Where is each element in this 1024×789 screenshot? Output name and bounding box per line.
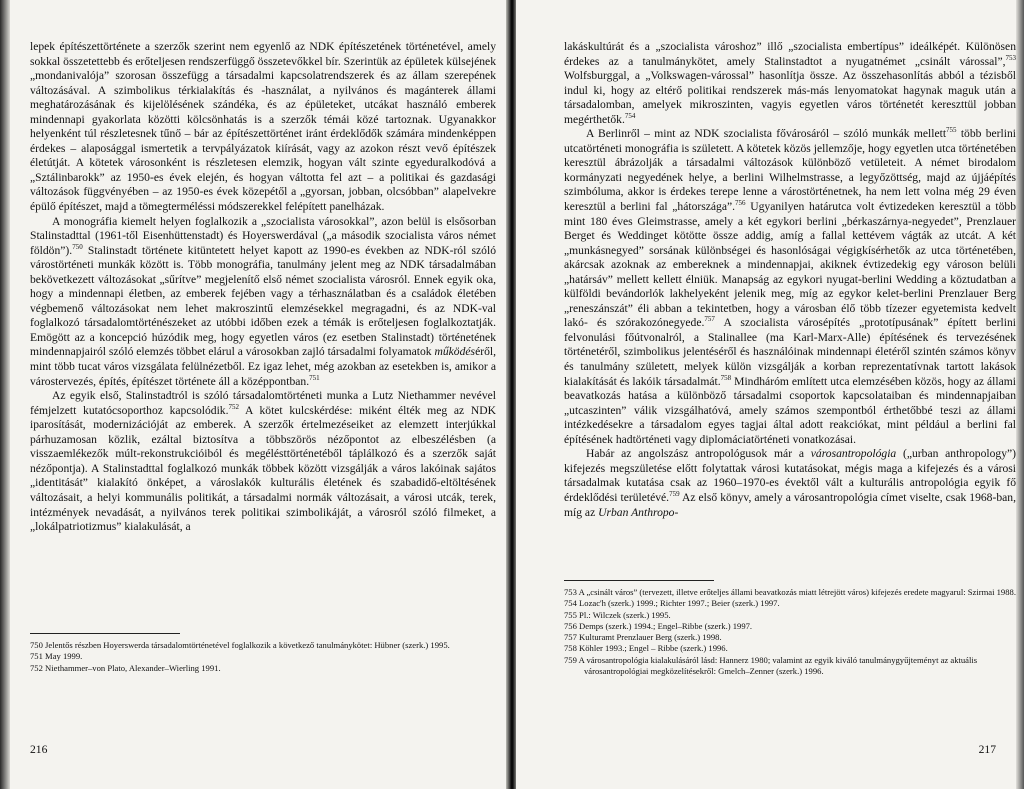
left-page-edge — [0, 0, 10, 789]
right-page-edge — [1016, 0, 1024, 789]
footnote-753: 753 A „csinált város” (tervezett, illetve erőteljes állami beavatkozás miatt létrejött város) kifejezés eredete magyarul: Szirmai 1988. — [564, 587, 1016, 597]
footnote-756: 756 Demps (szerk.) 1994.; Engel–Ribbe (szerk.) 1997. — [564, 620, 753, 631]
right-paragraph-1: lakáskultúrát és a „szocialista városhoz” illő „szocialista embertípus” ideálképét. Különösen érdekes az a tanulmánykötet, amely Stalinstadtot a nyugatnémet „csinált várossal”,$^{753}$ Wolfsburggal, a „Volkswagen-várossal” hasonlítja össze. Az összehasonlítás abból a tézisből indul ki, hogy az eltérő politikai rendszerek más-más lenyomatokat hagynak maguk után a társadalomban, amelyek mikroszinten, vagyis egyetlen város történetét kereszttül jobban megérthetők.$^{754}$ — [564, 40, 1016, 126]
footnote-754: 754 Lozac'h (szerk.) 1999.; Richter 1997.; Beier (szerk.) 1997. — [564, 598, 780, 609]
left-paragraph-1: lepek építészettörténete a szerzők szerint nem egyenlő az NDK építészetének történetével, amely sokkal összetettebb és erőteljesen rendszerfüggő összetevőkkel bír. Szerintük az épületek külsejének „mondanivalója” szorosan összefügg a társadalmi kapcsolatrendszerek és az állam szerepének változásával. A szimbolikus térkialakítás és -használat, a nyilvános és magánterek állami meghatározásának és kijelölésének szándéka, és az épületeket, utcákat használó emberek mindennapi gyakorlata közötti kölcsönhatás is a szerzők témái közé tartoznak. Ugyanakkor helyenként túl részletesnek tűnő – bár az építészettörténet iránt érdeklődők számára mindenképpen érdekes – alaposággal ismertetik a tervpályázatok kiírását, vagy az azokon részt vevő építészek életútját. A kötetek városonként is részletesen elemzik, hogyan vált szinte egyeduralkodóvá a „Sztálinbarokk” az 1950-es évek elején, és hogyan váltotta fel azt – a politikai és gazdasági változások függvényében – az 1950-es évek közepétől a „gyorsan, jobban, olcsóbban” alapelvekre épülő építészet, majd a tömegterméléssi módszerekkel felépített panelházak. — [30, 40, 496, 214]
footnote-755: 755 Pl.: Wilczek (szerk.) 1995. — [564, 609, 671, 620]
right-body-text — [564, 40, 1016, 520]
left-page — [0, 0, 508, 789]
left-paragraph-3: Az egyik első, Stalinstadtról is szóló társadalomtörténeti munka a Lutz Niethammer nevével fémjelzett kutatócsoporthoz kapcsolódik.$^{752}$ A kötet kulcskérdése: miként élték meg az NDK iparosítását, modernizációját az emberek. A szerzők értelmezéseiket az elemzett interjúkkal párhuzamosan közlik, ezáltal biztosítva a többszörös nézőpontot az elbeszélésben (a visszaemlékezők múlt-rekonstrukcióiból és megélésttörténetéből táplálkozó és a szerzők saját nézőpontja). A Stalinstadttal foglalkozó munkák többek között vizsgálják a város lakóinak sajátos „identitását” kialakító önképet, a városlakók kulturális életének és szabadidő-eltöltésének változásait, a helyi kommunális politikát, a társadalmi normák változásait, a városi utcák, terek, intézmények nevadását, a nyilvános terek politikai szimbolikáját, a városról szóló filmeket, a „lokálpatriotizmus” kialakulását, a — [30, 389, 496, 534]
right-footnote-rule — [564, 580, 714, 581]
footnote-759: 759 A városantropológia kialakulásáról lásd: Hannerz 1980; valamint az egyik kiváló tanulmánygyűjteményt az aktuális városantropológiai megközelítésekről: Gmelch–Zenner (szerk.) 1996. — [564, 654, 978, 677]
left-body-text — [30, 40, 496, 535]
footnote-758: 758 Köhler 1993.; Engel – Ribbe (szerk.) 1996. — [564, 643, 728, 654]
footnote-752: 752 Niethammer–von Plato, Alexander–Wierling 1991. — [30, 662, 221, 673]
right-page-number: 217 — [978, 743, 996, 756]
right-paragraph-3: Habár az angolszász antropológusok már a városantropológia („urban anthropology”) kifejezés megszületése előtt folytattak városi kutatásokat, mégis maga a kifejezés és a városi társadalmak kutatása csak az 1960–1970-es évektől vált a kulturális antropológia egyik fő érdeklődési területévé.$^{759}$ Az első könyv, amely a városantropológia címet viselte, csak 1968-ban, míg az Urban Anthropo- — [564, 447, 1016, 519]
right-paragraph-2: A Berlinről – mint az NDK szocialista fővárosáról – szóló munkák mellett$^{755}$ több berlini utcatörténeti monográfia is született. A kötetek közös jellemzője, hogy egyetlen utca történetében keresztül ábrázolják a társadalmi változások különböző vetületeit. A német birodalom kormányzati negyedének helye, a berlini Wilhelmstrasse, a legyőzöttség, majd az újjáépítés szimbóluma, akkor is érdekes terepe lenne a várostörténetnek, ha nem lett volna még 29 éven keresztül a berlini fal „hátországa”.$^{756}$ Ugyanilyen határutca volt évtizedeken keresztül a több mint 180 éves Gleimstrasse, amely a két egykori berlini „bérkaszárnya-negyedet”, Prenzlauer Berget és Weddinget kötötte össze addig, amíg a fallal kettévem vágták az utcát. A két „munkásnegyed” sorsának különbségei és hasonlóságai végigkísérhetők az utca történetében, akárcsak azoknak az embereknek a mindennapjai, akiknek évtizedekig egy városon belüli „határsáv” mellett kellett élniük. Manapság az egykori nyugat-berlini Wedding a köztudatban a külföldi bevándorlók lakhelyeként jelenik meg, míg az egykor kelet-berlini Prenzlauer Berg „reneszánszát” éli abban a tekintetben, hogy a városban élő több tízezer egyetemista kedvelt lakó- és szórakozónegyede.$^{757}$ A szocialista városépítés „prototípusának” épített berlini felvonulási főútvonalról, a Stalinallee (ma Karl-Marx-Alle) építésének és tervezésének történetéről, szimbolikus jelentéséről és használóinak mindennapi életéről szintén számos könyv és tanulmány született, melyek külön vizsgálják a korban reprezentatívnak tartott lakások kialakítását és lakóik társadalmát.$^{758}$ Mindháróm említett utca elemzésében közös, hogy az állami beavatkozás hatása a különböző társadalmi csoportok kapcsolataiban és mindennapjaiban „utcaszinten” válik vizsgálhatóvá, amely számos szempontból érthetőbbé teszi az állami intézkedésekre a társadalom egyes tagjai által adott reakciókat, mint például a berlini fal építésének hadtörténeti vagy diplomáciatörténeti vonatkozásai. — [564, 126, 1017, 446]
left-paragraph-2: A monográfia kiemelt helyen foglalkozik a „szocialista városokkal”, azon belül is elsősorban Stalinstadttal (1961-től Eisenhüttenstadt) és Hoyerswerdával („a második szocialista város német földön”).$^{750}$ Stalinstadt története kitüntetett helyet kapott az 1990-es években az NDK-ról szóló várostörténeti munkák között is. Több monográfia, tanulmány jelent meg az NDK társadalmában bekövetkezett változásokat „sűrítve” megjelenítő első német szocialista városról. Ennek egyik oka, hogy a mindennapi életben, az emberek fejében vagy a térhasználatban és a családok életében végbemenő változásokat nem lehet makroszintű elemzésekkel megragadni, és az NDK-val foglalkozó társadalomtörténészeket az utóbbi időben ezek a témák is erőteljesen foglalkoztatják. Emögött az a koncepció húzódik meg, hogy egyetlen város (ez esetben Stalinstadt) történetének mindennapjairól szóló elemzés többet elárul a városokban zajló társadalmi folyamatok működéséről, mint több tucat város vizsgálata felülnézetből. Ez igaz lehet, még azokban az esetekben is, amikor a várostervezés, építés, építészet története áll a középpontban.$^{751}$ — [30, 214, 496, 388]
right-page — [516, 0, 1024, 789]
left-page-number: 216 — [30, 743, 48, 756]
left-footnotes — [30, 640, 500, 674]
footnote-750: 750 Jelentős részben Hoyerswerda társadalomtörténetével foglalkozik a következő tanulmánykötet: Hübner (szerk.) 1995. — [30, 640, 450, 650]
left-footnote-rule — [30, 633, 180, 634]
footnote-751: 751 May 1999. — [30, 651, 83, 662]
footnote-757: 757 Kulturamt Prenzlauer Berg (szerk.) 1998. — [564, 632, 722, 643]
right-footnotes — [564, 587, 1016, 677]
